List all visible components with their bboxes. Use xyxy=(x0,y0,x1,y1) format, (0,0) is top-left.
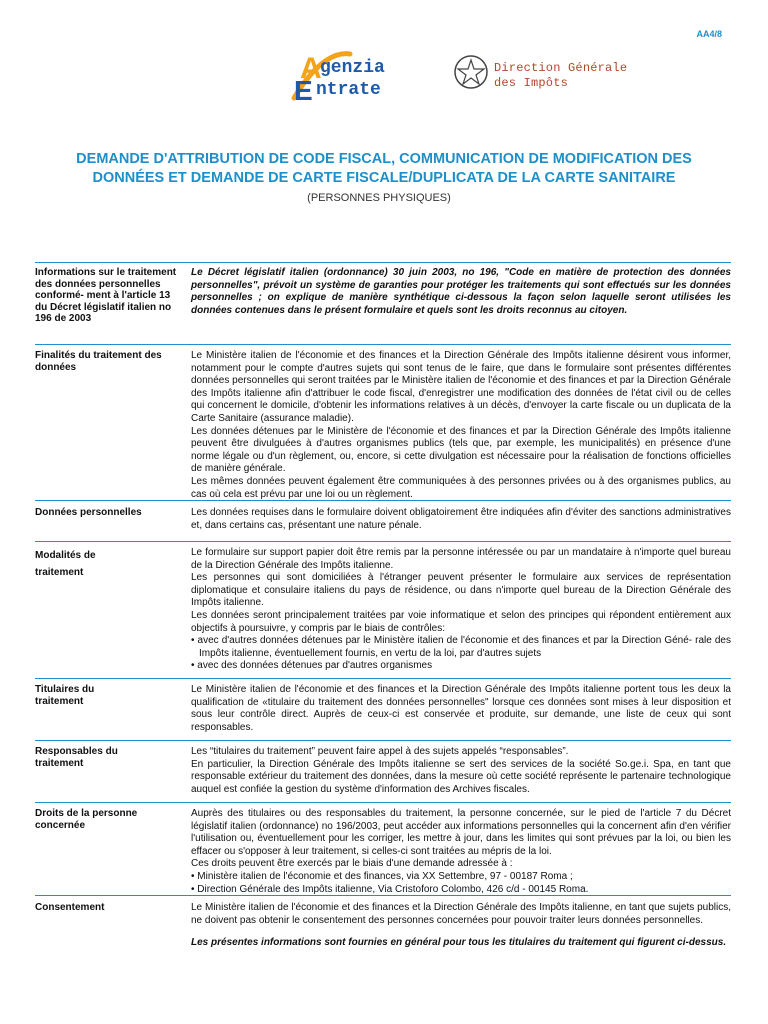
section-consentement xyxy=(35,895,731,982)
page-subtitle: (PERSONNES PHYSIQUES) xyxy=(307,192,451,204)
section-label: Modalités de traitement xyxy=(35,550,96,578)
section-content xyxy=(191,902,731,950)
modalites-p3: Les données seront principalement traitées par voie informatique et selon des principes qui répondent entièrement aux objectifs à poursuivre, y compris par le biais de contrôles: xyxy=(191,609,731,634)
section-content xyxy=(191,746,731,796)
consentement-p1: Le Ministère italien de l'économie et des finances et la Direction Générale des Impôts italienne, en tant que sujets publics, ne doivent pas obtenir le consentement des personnes concernées pour pouvoir traiter leurs données personnelles. xyxy=(191,902,731,926)
responsables-p1: Les “titulaires du traitement” peuvent faire appel à des sujets appelés “responsables”. xyxy=(191,746,569,757)
section-label: Droits de la personne concernée xyxy=(35,808,138,831)
modalites-bullet-2: • avec des données détenues par d'autres organismes xyxy=(191,660,433,672)
section-finalites xyxy=(35,344,731,500)
org-name xyxy=(494,61,627,91)
section-content xyxy=(191,267,731,317)
modalites-p2: Les personnes qui sont domiciliées à l'étranger peuvent présenter le formulaire aux services de représentation diplomatique et consulaire italiens du pays de résidence, ou dans n'importe quel bureau de la Direction Générale des Impôts italienne. xyxy=(191,572,731,609)
title-line1: DEMANDE D'ATTRIBUTION DE CODE FISCAL, COMMUNICATION DE MODIFICATION DES xyxy=(76,151,692,167)
logo-line2: ntrate xyxy=(316,80,381,100)
modalites-p1: Le formulaire sur support papier doit être remis par la personne intéressée ou par un mandataire à n'importe quel bureau de la Direction Générale des Impôts italienne. xyxy=(191,547,731,571)
section-label: Consentement xyxy=(35,902,105,913)
info-text: Le Décret législatif italien (ordonnance) 30 juin 2003, no 196, "Code en matière de protection des données personnelles", prévoit un système de garanties pour protéger les traitements qui sont effectués sur les données personnelles ; on explique de manière synthétique ci-dessous la façon selon laquelle seront utilisées les données contenues dans le présent formulaire et quels sont les droits reconnus au citoyen. xyxy=(191,267,731,316)
title-line2: DONNÉES ET DEMANDE DE CARTE FISCALE/DUPLICATA DE LA CARTE SANITAIRE xyxy=(92,170,676,186)
section-content xyxy=(191,808,731,896)
section-label: Responsables du traitement xyxy=(35,746,118,769)
document-code: AA4/8 xyxy=(696,29,722,39)
donnees-text: Les données requises dans le formulaire doivent obligatoirement être indiquées afin d'éviter des sanctions administratives et, dans certains cas, présentant une nature pénale. xyxy=(191,507,731,531)
italian-emblem-icon xyxy=(455,56,487,88)
section-info xyxy=(35,262,731,344)
finalites-p3: Les mêmes données peuvent également être communiquées à des personnes privées ou à des organismes publics, au cas où cela est prévu par une loi ou un règlement. xyxy=(191,475,731,500)
consentement-p2: Les présentes informations sont fournies en général pour tous les titulaires du traitement qui figurent ci-dessus. xyxy=(191,937,727,949)
modalites-bullet-1: • avec d'autres données détenues par le Ministère italien de l'économie et des finances et par la Direction Géné- rale des Impôts italienne, éventuellement fournis, en vertu de la loi, par d'autres sujets xyxy=(191,635,731,659)
section-label: Informations sur le traitement des données personnelles conformé- ment à l'article 13 du Décret législatif italien no 196 de 2003 xyxy=(35,267,177,325)
droits-bullet-1: • Ministère italien de l'économie et des finances, via XX Settembre, 97 - 00187 Roma ; xyxy=(191,870,573,882)
section-content xyxy=(191,507,731,532)
section-content xyxy=(191,350,731,501)
org-line2: des Impôts xyxy=(494,76,569,90)
logo-line1: genzia xyxy=(320,58,385,78)
agenzia-entrate-logo xyxy=(288,48,488,104)
logo-letter-a: A xyxy=(300,52,322,85)
page-title xyxy=(24,150,744,188)
droits-bullet-2: • Direction Générale des Impôts italienne, Via Cristoforo Colombo, 426 c/d - 00145 Roma. xyxy=(191,883,589,895)
section-content xyxy=(191,684,731,734)
finalites-p2: Les données détenues par le Ministère de l'économie et des finances et par la Direction Générale des Impôts italienne peuvent être divulguées à d'autres organismes publics (tels que, par exemple, les municipalités) en présence d'une norme légale ou d'un règlement, ou, encore, si cette divulgation est nécessaire pour la réalisation de fonctions officielles de manière générale. xyxy=(191,425,731,475)
section-titulaires xyxy=(35,678,731,740)
responsables-p2: En particulier, la Direction Générale des Impôts italienne se sert des services de la société So.ge.i. Spa, en tant que responsable extérieur du traitement des données, dans la mesure où cette société représente le partenaire technologique auquel est confiée la gestion du système d'information des Archives fiscales. xyxy=(191,758,731,795)
droits-p1: Auprès des titulaires ou des responsables du traitement, la personne concernée, sur le pied de l'article 7 du Décret législatif italien (ordonnance) no 196/2003, peut accéder aux informations personnelles qui la concernent afin d'en vérifier l'utilisation ou, éventuellement pour les corriger, les mettre à jour, dans les limites qui sont prévues par la loi, ou bien les effacer ou s'opposer à leur traitement, si celles-ci sont traitées au mépris de la loi. xyxy=(191,808,731,857)
section-donnees xyxy=(35,500,731,541)
finalites-p1: Le Ministère italien de l'économie et des finances et la Direction Générale des Impôts italienne désirent vous informer, notamment pour le compte d'autres sujets qui sont tenus de le faire, que dans le formulaire sont présentes différentes données personnelles qui seront traitées par le Ministère italien de l'économie et des finances et par la Direction Générale des Impôts italienne afin d'attribuer le code fiscal, d'enregistrer une modification des données de l'état civil ou de celles qui concernent le domicile, d'obtenir les informations relatives à un décès, d'envoyer la carte fiscale ou un duplicata de la Carte Sanitaire (assurance maladie). xyxy=(191,350,731,424)
info-table xyxy=(35,262,731,982)
titulaires-text: Le Ministère italien de l'économie et des finances et la Direction Générale des Impôts italienne portent tous les deux la qualification de «titulaire du traitement des données personnelles" lorsque ces données sont mises à leur disposition et sous leur contrôle direct. Auprès de ceux-ci est conservée et produite, sur demande, une liste de ceux qui sont responsables. xyxy=(191,684,731,733)
section-responsables xyxy=(35,740,731,802)
section-content xyxy=(191,547,731,673)
droits-p2: Ces droits peuvent être exercés par le biais d'une demande adressée à : xyxy=(191,858,513,870)
section-modalites xyxy=(35,541,731,678)
section-label: Données personnelles xyxy=(35,507,142,518)
section-label: Titulaires du traitement xyxy=(35,684,95,707)
section-droits xyxy=(35,802,731,895)
logo-letter-e: E xyxy=(294,75,313,104)
section-label: Finalités du traitement des données xyxy=(35,350,162,373)
org-line1: Direction Générale xyxy=(494,61,628,75)
